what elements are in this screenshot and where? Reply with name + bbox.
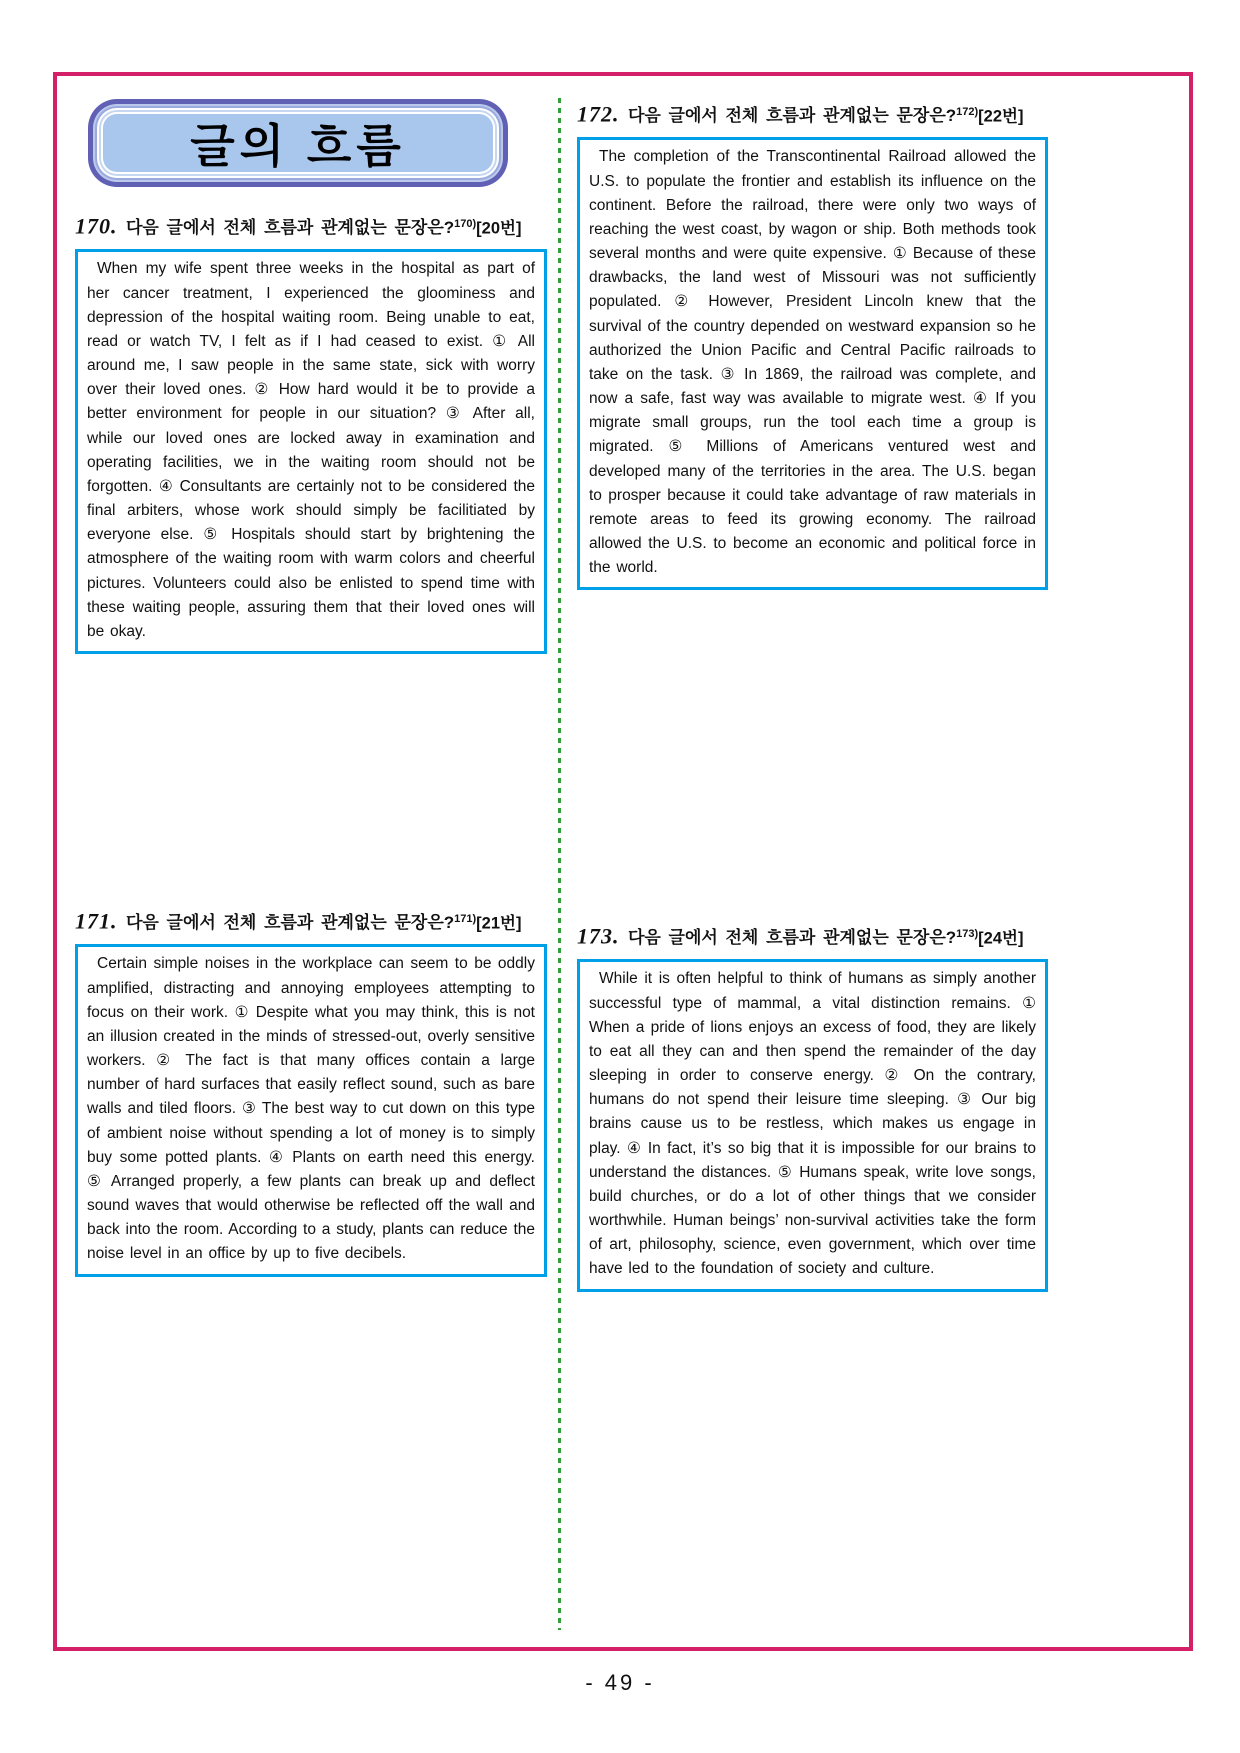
source-reference: [20번] xyxy=(476,219,522,238)
source-reference: [22번] xyxy=(978,107,1024,126)
question-173 xyxy=(577,921,1048,1292)
passage-text: While it is often helpful to think of humans as simply another successful type of mammal, a vital distinction remains. ① When a pride of lions enjoys an excess of food, they are likely to eat all they can and then spend the remainder of the day sleeping in order to conserve energy. ② On the contrary, humans do not spend their leisure time sleeping. ③ Our big brains cause us to be restless, which makes us engage in play. ④ In fact, it’s so big that it is impossible for our brains to understand the distances. ⑤ Humans speak, write love songs, build churches, or do a lot of other things that we consider worthwhile. Human beings’ non-survival activities take the form of art, philosophy, science, even government, which over time have led to the foundation of society and culture. xyxy=(589,970,1036,1278)
question-text-korean: 다음 글에서 전체 흐름과 관계없는 문장은? xyxy=(627,928,957,948)
question-number: 171. xyxy=(75,908,118,934)
footnote-marker: 171) xyxy=(454,913,477,925)
passage-box xyxy=(577,137,1048,590)
question-text-korean: 다음 글에서 전체 흐름과 관계없는 문장은? xyxy=(125,913,455,933)
question-header xyxy=(577,921,1048,952)
passage-text: When my wife spent three weeks in the hospital as part of her cancer treatment, I experienced the gloominess and depression of the hospital waiting room. Being unable to eat, read or watch TV, I felt as if I had ceased to exist. ① All around me, I saw people in the same state, sick with worry over their loved ones. ② How hard would it be to provide a better environment for people in our situation? ③ After all, while our loved ones are locked away in examination and operating facilities, we in the waiting room should not be forgotten. ④ Consultants are certainly not to be considered the final arbiters, whose work should simply be facilitiated by everyone else. ⑤ Hospitals should start by brightening the atmosphere of the waiting room with warm colors and cheerful pictures. Volunteers could also be enlisted to spend time with these waiting people, assuring them that their loved ones will be okay. xyxy=(87,260,535,640)
column-divider xyxy=(558,98,561,1630)
question-header xyxy=(75,211,547,242)
question-number: 173. xyxy=(577,923,620,949)
question-number: 172. xyxy=(577,101,620,127)
question-text-korean: 다음 글에서 전체 흐름과 관계없는 문장은? xyxy=(627,106,957,126)
passage-box xyxy=(577,959,1048,1291)
source-reference: [24번] xyxy=(978,929,1024,948)
question-header xyxy=(577,99,1048,130)
passage-box xyxy=(75,944,547,1276)
question-header xyxy=(75,906,547,937)
page-number: - 49 - xyxy=(585,1670,655,1695)
question-170 xyxy=(75,211,547,654)
question-172 xyxy=(577,99,1048,590)
question-text-korean: 다음 글에서 전체 흐름과 관계없는 문장은? xyxy=(125,218,455,238)
passage-text: Certain simple noises in the workplace can seem to be oddly amplified, distracting and annoying employees attempting to focus on their work. ① Despite what you may think, this is not an illusion created in the minds of stressed-out, overly sensitive workers. ② The fact is that many offices contain a large number of hard surfaces that easily reflect sound, such as bare walls and tiled floors. ③ The best way to cut down on this type of ambient noise without spending a lot of money is to simply buy some potted plants. ④ Plants on earth need this energy. ⑤ Arranged properly, a few plants can break up and deflect sound waves that would otherwise be reflected off the wall and back into the room. According to a study, plants can reduce the noise level in an office by up to five decibels. xyxy=(87,955,535,1263)
page-title: 글의 흐름 xyxy=(190,120,406,172)
question-number: 170. xyxy=(75,213,118,239)
title-banner xyxy=(103,114,493,172)
footnote-marker: 170) xyxy=(454,218,477,230)
source-reference: [21번] xyxy=(476,914,522,933)
question-171 xyxy=(75,906,547,1277)
passage-text: The completion of the Transcontinental Railroad allowed the U.S. to populate the frontier and establish its influence on the continent. Before the railroad, there were only two ways of reaching the west coast, by wagon or ship. Both methods took several months and were quite expensive. ① Because of these drawbacks, the land west of Missouri was not sufficiently populated. ② However, President Lincoln knew that the survival of the country depended on westward expansion so he authorized the Union Pacific and Central Pacific railroads to take on the task. ③ In 1869, the railroad was complete, and now a safe, fast way was available to migrate west. ④ If you migrate small groups, run the tool each time a group is migrated. ⑤ Millions of Americans ventured west and developed many of the territories in the area. The U.S. began to prosper because it could take advantage of raw materials in remote areas to feed its growing economy. The railroad allowed the U.S. to become an economic and political force in the world. xyxy=(589,148,1036,577)
footnote-marker: 172) xyxy=(956,106,979,118)
passage-box xyxy=(75,249,547,654)
footnote-marker: 173) xyxy=(956,928,979,940)
